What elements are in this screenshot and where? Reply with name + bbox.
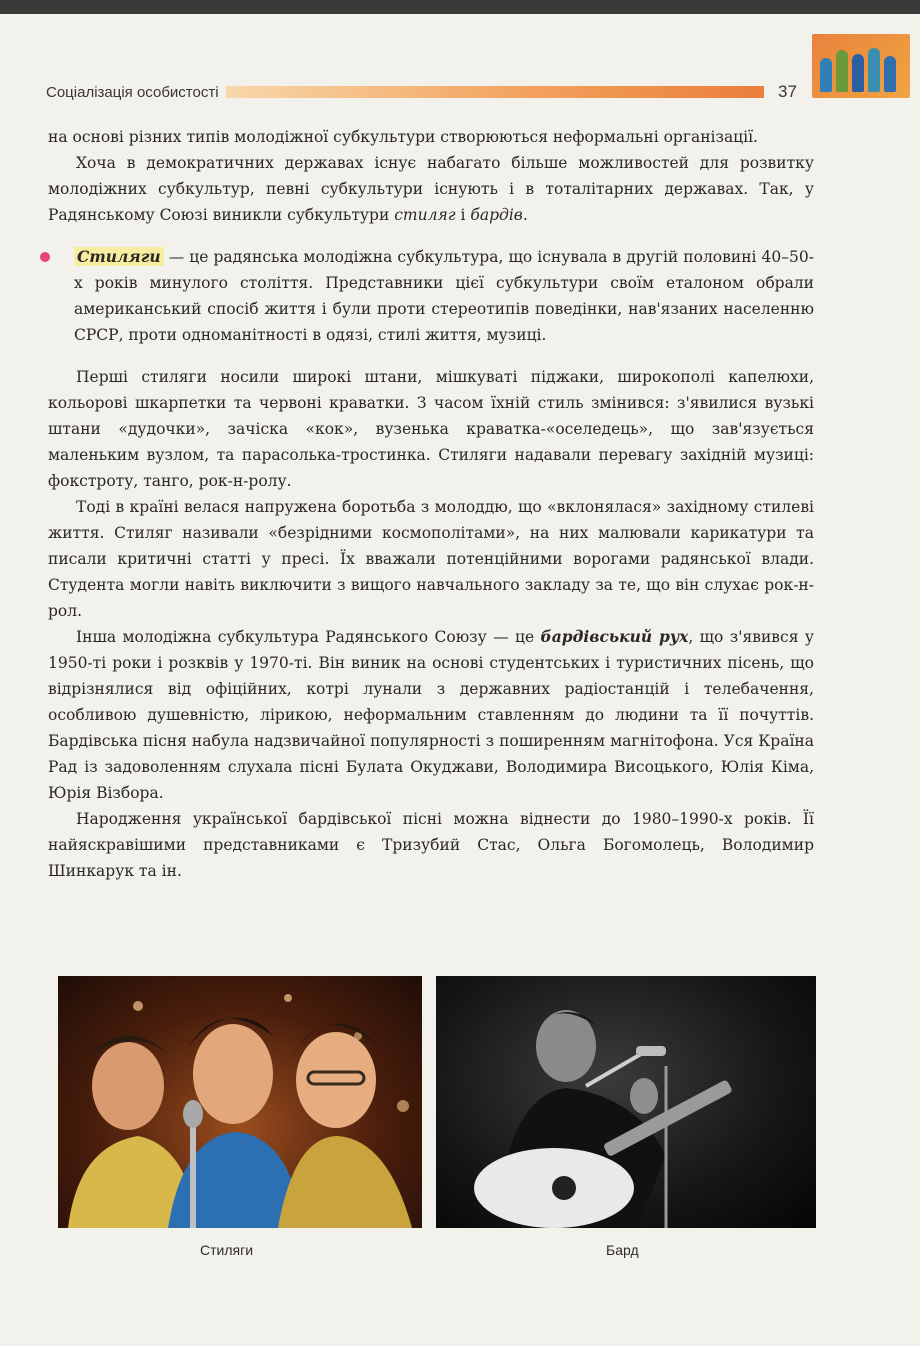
definition-term: Стиляги bbox=[74, 247, 164, 266]
section-corner-illustration bbox=[812, 34, 910, 98]
main-text bbox=[48, 124, 814, 884]
page-number: 37 bbox=[778, 82, 797, 101]
definition-bullet-icon bbox=[40, 252, 50, 262]
emphasis-term: бардівський рух bbox=[540, 627, 689, 646]
paragraph-text: Хоча в демократичних державах існує набагато більше можливостей для розвитку молодіжних субкультур, певні субкультури існують і в тоталітарних державах. Так, у Радянському Союзі виникли субкультури bbox=[48, 154, 814, 224]
paragraph-text: Інша молодіжна субкультура Радянського Союзу — це bbox=[76, 628, 535, 646]
stilyagi-photo-illustration bbox=[58, 976, 422, 1228]
photo-row bbox=[58, 976, 816, 1272]
paragraph bbox=[48, 150, 814, 228]
bard-photo bbox=[436, 976, 816, 1228]
paragraph-text: . bbox=[522, 206, 528, 224]
paragraph: Перші стиляги носили широкі штани, мішкуваті піджаки, широкополі капелюхи, кольорові шкарпетки та червоні краватки. З часом їхній стиль змінився: з'явилися вузькі штани «дудочки», зачіска «кок», вузенька краватка-«оселедець», що зав'язується маленьким вузлом, та парасолька-тростинка. Стиляги надавали перевагу західній музиці: фокстроту, танго, рок-н-ролу. bbox=[48, 368, 814, 490]
definition-paragraph bbox=[74, 244, 814, 348]
bard-photo-illustration bbox=[436, 976, 816, 1228]
figure-silhouette bbox=[852, 54, 864, 92]
header-accent-bar bbox=[226, 86, 764, 98]
emphasis-term: бардів bbox=[470, 206, 523, 224]
photo-caption-left: Стиляги bbox=[200, 1242, 254, 1258]
paragraph-text: і bbox=[460, 206, 466, 224]
paragraph bbox=[48, 624, 814, 806]
stilyagi-photo bbox=[58, 976, 422, 1228]
paragraph-text: , що з'явився у 1950-ті роки і розквів у 1970-ті. Він виник на основі студентських і туристичних пісень, що відрізнялися від офіційних, котрі лунали з державних радіостанцій і телебачення, особливою душевністю, лірикою, неформальним ставленням до людини та її почуттів. Бардівська пісня набула надзвичайної популярності з поширенням магнітофона. Уся Країна Рад із задоволенням слухала пісні Булата Окуджави, Володимира Висоцького, Юлія Кіма, Юрія Візбора. bbox=[48, 628, 814, 802]
figure-silhouette bbox=[884, 56, 896, 92]
figure-silhouette bbox=[820, 58, 832, 92]
running-header-title: Соціалізація особистості bbox=[46, 84, 225, 101]
emphasis-term: стиляг bbox=[394, 206, 456, 224]
definition-block bbox=[46, 244, 814, 348]
definition-text: — це радянська молодіжна субкультура, що існувала в другій половині 40–50-х років минулого століття. Представники цієї субкультури своїм еталоном обрали американський спосіб життя і були проти стереотипів поведінки, нав'язаних населенню СРСР, проти одноманітності в одязі, стилі життя, музиці. bbox=[74, 248, 814, 344]
paragraph: на основі різних типів молодіжної субкультури створюються неформальні організації. bbox=[48, 128, 758, 146]
figure-silhouette bbox=[868, 48, 880, 92]
paragraph: Народження української бардівської пісні можна віднести до 1980–1990-х років. Її найяскравішими представниками є Тризубий Стас, Ольга Богомолець, Володимир Шинкарук та ін. bbox=[48, 810, 814, 880]
figure-silhouette bbox=[836, 50, 848, 92]
page-top-band bbox=[0, 0, 920, 14]
paragraph: Тоді в країні велася напружена боротьба з молоддю, що «вклонялася» західному стилеві життя. Стиляг називали «безрідними космополітами», на них малювали карикатури та писали критичні статті у пресі. Їх вважали потенційними ворогами радянської влади. Студента могли навіть виключити з вищого навчального закладу за те, що він слухає рок-н-рол. bbox=[48, 498, 814, 620]
photo-caption-right: Бард bbox=[606, 1242, 639, 1258]
